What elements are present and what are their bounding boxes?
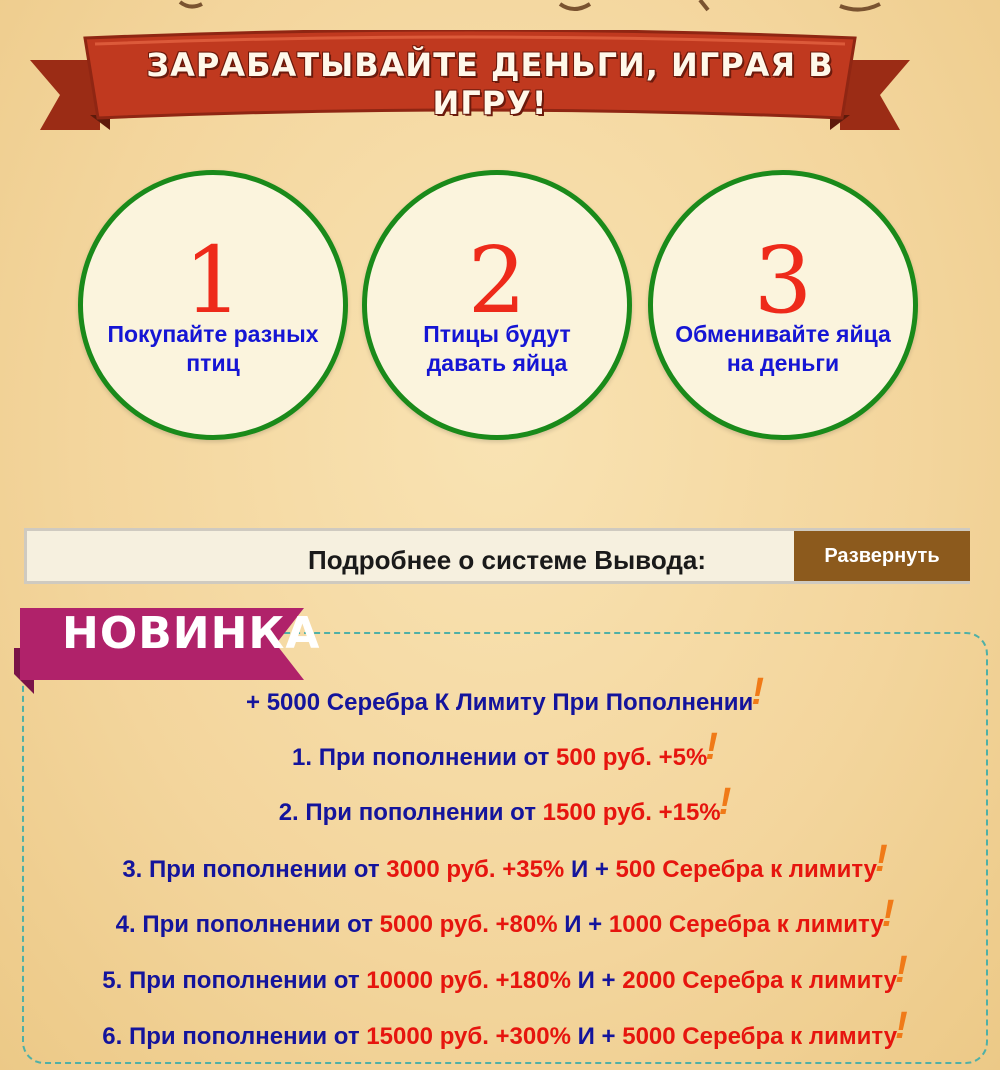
exclamation-icon: ! bbox=[875, 838, 888, 880]
tier-joiner: И + bbox=[564, 911, 603, 938]
expand-button[interactable]: Развернуть bbox=[794, 531, 970, 581]
tier-prefix: 2. При пополнении от bbox=[278, 799, 536, 826]
tier-row-3 bbox=[22, 838, 988, 884]
tier-prefix: 1. При пополнении от bbox=[292, 744, 550, 771]
tier-prefix: 5. При пополнении от bbox=[102, 967, 360, 994]
step-3-circle bbox=[648, 170, 918, 440]
tier-joiner: И + bbox=[577, 967, 616, 994]
exclamation-icon: ! bbox=[718, 781, 732, 823]
tier-row-2 bbox=[22, 781, 988, 827]
tier-amount: 1500 руб. +15% bbox=[542, 799, 721, 826]
tier-bonus: 1000 Серебра к лимиту bbox=[608, 911, 884, 938]
step-3-number: 3 bbox=[753, 227, 813, 334]
tier-prefix: 4. При пополнении от bbox=[115, 911, 373, 938]
step-2-circle bbox=[362, 170, 632, 440]
tier-bonus: 500 Серебра к лимиту bbox=[615, 856, 878, 883]
tier-row-4 bbox=[22, 893, 988, 939]
tier-row-1 bbox=[22, 726, 988, 772]
tier-bonus: 2000 Серебра к лимиту bbox=[622, 967, 898, 994]
tier-amount: 15000 руб. +300% bbox=[366, 1023, 571, 1050]
tier-row-5 bbox=[22, 949, 988, 995]
exclamation-icon: ! bbox=[751, 671, 764, 713]
step-2-text: Птицы будут давать яйца bbox=[423, 321, 571, 376]
withdraw-label: Подробнее о системе Вывода: bbox=[308, 545, 706, 575]
exclamation-icon: ! bbox=[881, 893, 895, 935]
step-2-number: 2 bbox=[467, 227, 527, 334]
tier-joiner: И + bbox=[570, 856, 609, 883]
exclamation-icon: ! bbox=[895, 949, 908, 991]
step-1-circle bbox=[78, 170, 348, 440]
withdraw-info-bar bbox=[24, 528, 970, 584]
step-1-number: 1 bbox=[183, 227, 243, 334]
tier-joiner: И + bbox=[577, 1023, 616, 1050]
tier-amount: 3000 руб. +35% bbox=[386, 856, 565, 883]
tier-amount: 10000 руб. +180% bbox=[366, 967, 571, 994]
banner-title: ЗАРАБАТЫВАЙТЕ ДЕНЬГИ, ИГРАЯ В ИГРУ! bbox=[146, 46, 834, 122]
promo-headline bbox=[22, 671, 988, 717]
exclamation-icon: ! bbox=[895, 1005, 908, 1047]
step-3-text: Обменивайте яйца на деньги bbox=[675, 321, 891, 376]
new-tag-label: НОВИНКА bbox=[62, 608, 321, 659]
exclamation-icon: ! bbox=[705, 726, 718, 768]
step-1-text: Покупайте разных птиц bbox=[107, 321, 319, 376]
tier-prefix: 6. При пополнении от bbox=[102, 1023, 360, 1050]
tier-row-6 bbox=[22, 1005, 988, 1051]
headline-text: + 5000 Серебра К Лимиту При Пополнении bbox=[246, 689, 754, 716]
tier-amount: 500 руб. +5% bbox=[556, 744, 708, 771]
tier-amount: 5000 руб. +80% bbox=[379, 911, 558, 938]
top-decoration bbox=[0, 0, 1000, 18]
tier-prefix: 3. При пополнении от bbox=[122, 856, 380, 883]
tier-bonus: 5000 Серебра к лимиту bbox=[622, 1023, 898, 1050]
